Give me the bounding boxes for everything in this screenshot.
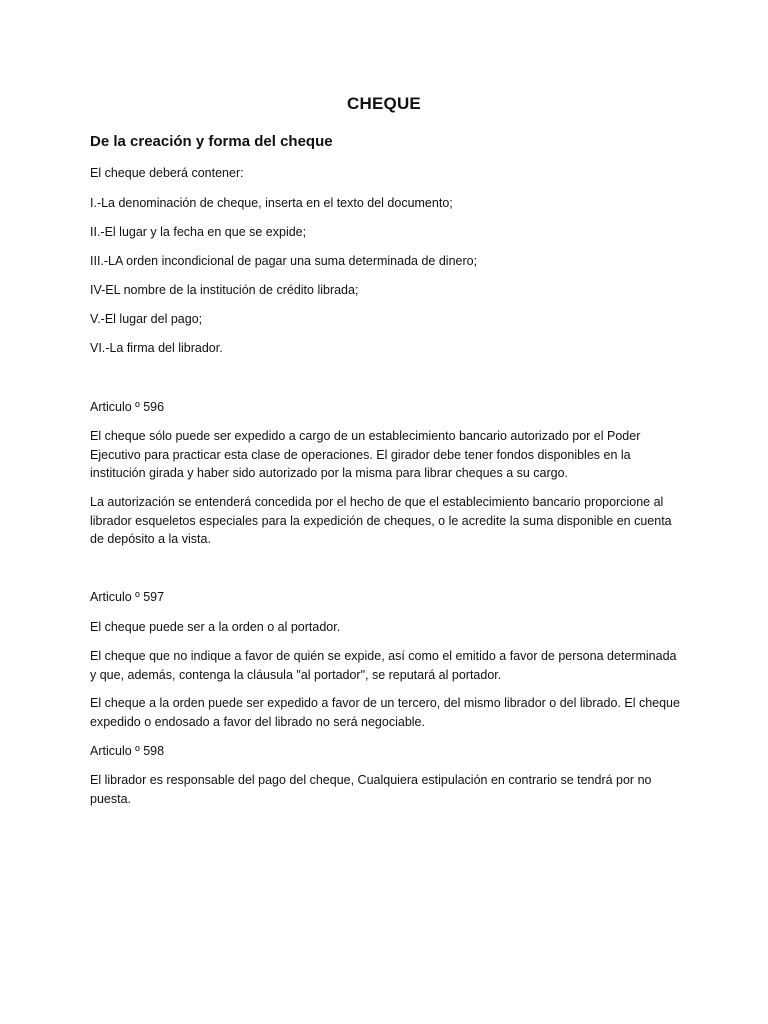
article-label: Articulo º 597 xyxy=(90,590,165,604)
article-label: Articulo º 596 xyxy=(90,400,165,414)
article-paragraph: El cheque que no indique a favor de quién se expide, así como el emitido a favor de persona determinada y que, además, contenga la cláusula "al portador", se reputará al portador. xyxy=(90,649,677,682)
article-paragraph: El cheque puede ser a la orden o al portador. xyxy=(90,620,341,634)
article-label: Articulo º 598 xyxy=(90,744,165,758)
article-paragraph: El librador es responsable del pago del cheque, Cualquiera estipulación en contrario se tendrá por no puesta. xyxy=(90,773,652,806)
document-title: CHEQUE xyxy=(347,94,421,113)
requirement-item: I.-La denominación de cheque, inserta en el texto del documento; xyxy=(90,196,453,210)
article-paragraph: El cheque a la orden puede ser expedido a favor de un tercero, del mismo librador o del librado. El cheque expedido o endosado a favor del librado no será negociable. xyxy=(90,696,680,729)
section-heading: De la creación y forma del cheque xyxy=(90,133,333,150)
requirements-intro: El cheque deberá contener: xyxy=(90,166,244,180)
requirement-item: V.-El lugar del pago; xyxy=(90,312,203,326)
requirement-item: II.-El lugar y la fecha en que se expide; xyxy=(90,225,307,239)
requirement-item: IV-EL nombre de la institución de crédito librada; xyxy=(90,283,359,297)
article-paragraph: La autorización se entenderá concedida por el hecho de que el establecimiento bancario proporcione al librador esqueletos especiales para la expedición de cheques, o le acredite la suma disponible en cuenta de depósito a la vista. xyxy=(90,495,672,546)
requirement-item: VI.-La firma del librador. xyxy=(90,341,223,355)
requirement-item: III.-LA orden incondicional de pagar una suma determinada de dinero; xyxy=(90,254,478,268)
article-paragraph: El cheque sólo puede ser expedido a cargo de un establecimiento bancario autorizado por el Poder Ejecutivo para practicar esta clase de operaciones. El girador debe tener fondos disponibles en la institución girada y haber sido autorizado por la misma para librar cheques a su cargo. xyxy=(90,429,641,480)
